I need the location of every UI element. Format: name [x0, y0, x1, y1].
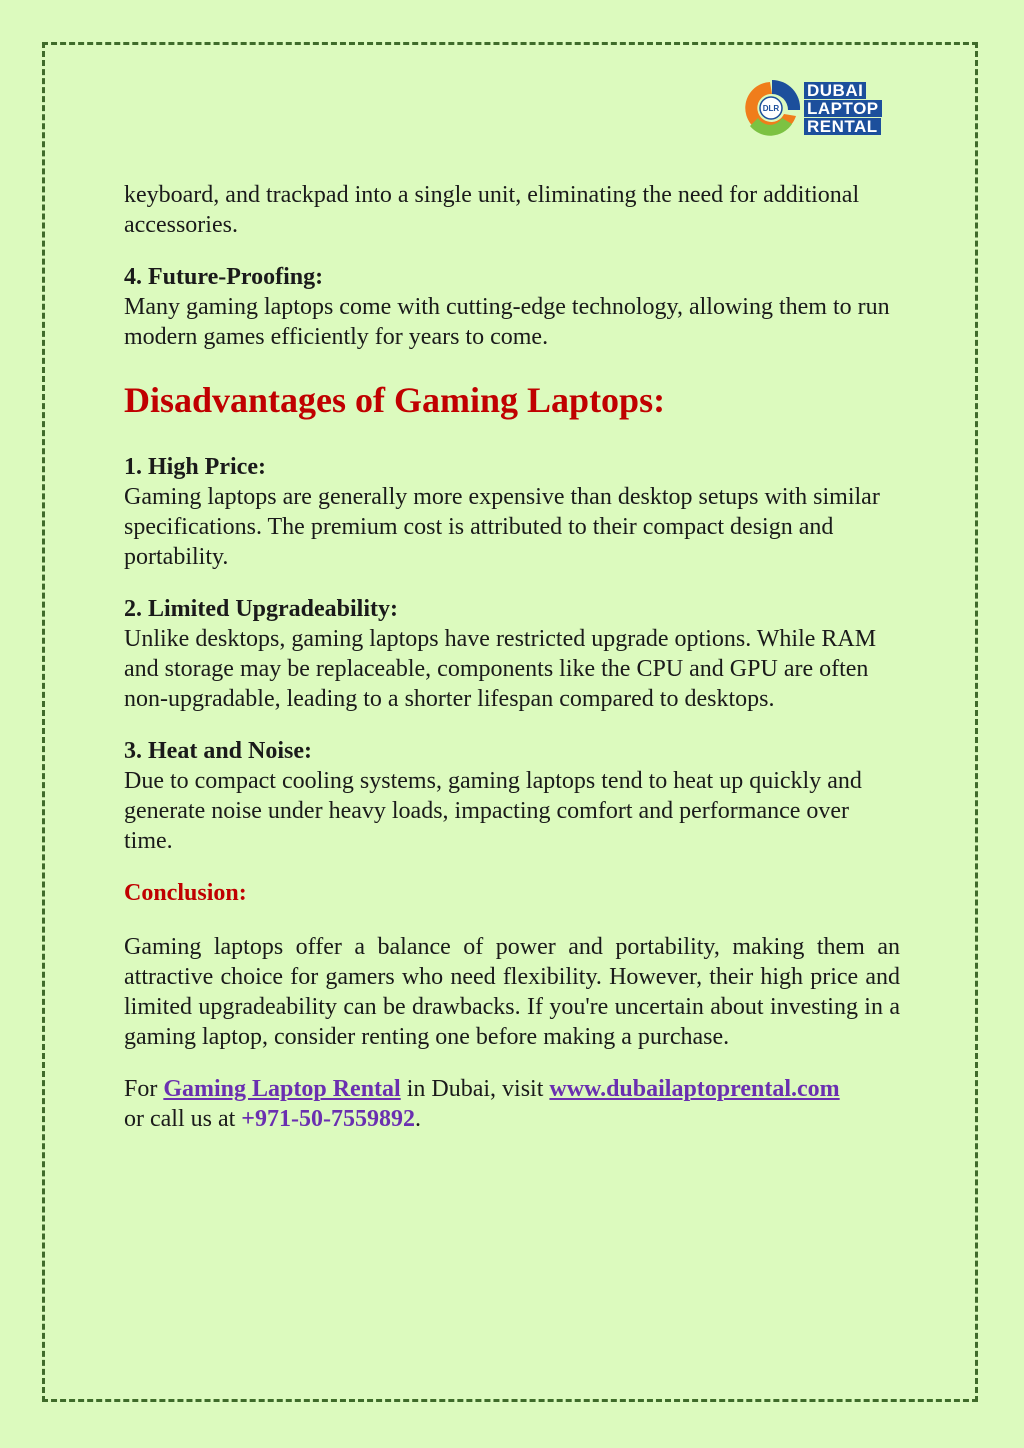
disadvantage-title: 1. High Price: — [124, 454, 266, 480]
disadvantage-text: Gaming laptops are generally more expensive than desktop setups with similar specifications. The premium cost is attributed to their compact design and portability. — [124, 484, 880, 570]
cta-line2-prefix: or call us at — [124, 1106, 242, 1132]
logo-wordmark — [804, 82, 882, 136]
call-to-action — [124, 1074, 900, 1134]
dubai-laptop-rental-logo — [736, 76, 888, 140]
advantage-title: 4. Future-Proofing: — [124, 264, 324, 290]
disadvantage-item — [124, 452, 900, 572]
disadvantages-heading: Disadvantages of Gaming Laptops: — [124, 380, 666, 420]
disadvantage-item — [124, 736, 900, 856]
intro-continuation: keyboard, and trackpad into a single unit, eliminating the need for additional accessories. — [124, 182, 860, 238]
advantage-future-proofing — [124, 262, 900, 352]
website-link[interactable]: www.dubailaptoprental.com — [549, 1076, 840, 1102]
document-body — [124, 180, 900, 1134]
cta-suffix: . — [414, 1106, 421, 1132]
disadvantage-item — [124, 594, 900, 714]
disadvantage-title: 2. Limited Upgradeability: — [124, 596, 398, 622]
cta-prefix: For — [124, 1076, 164, 1102]
logo-initials: DLR — [762, 104, 780, 113]
logo-word-1: DUBAI — [804, 82, 866, 99]
gaming-laptop-rental-link[interactable]: Gaming Laptop Rental — [163, 1076, 401, 1102]
disadvantage-title: 3. Heat and Noise: — [124, 738, 312, 764]
advantage-text: Many gaming laptops come with cutting-edge technology, allowing them to run modern games efficiently for years to come. — [124, 294, 890, 350]
logo-word-2: LAPTOP — [804, 100, 882, 117]
cta-middle: in Dubai, visit — [400, 1076, 550, 1102]
disadvantage-text: Due to compact cooling systems, gaming laptops tend to heat up quickly and generate noise under heavy loads, impacting comfort and performance over time. — [124, 768, 862, 854]
logo-word-3: RENTAL — [804, 118, 881, 135]
conclusion-text: Gaming laptops offer a balance of power and portability, making them an attractive choice for gamers who need flexibility. However, their high price and limited upgradeability can be drawbacks. If you're uncertain about investing in a gaming laptop, consider renting one before making a purchase. — [124, 934, 900, 1050]
conclusion-heading: Conclusion: — [124, 880, 247, 906]
disadvantage-text: Unlike desktops, gaming laptops have restricted upgrade options. While RAM and storage may be replaceable, components like the CPU and GPU are often non-upgradable, leading to a shorter lifespan compared to desktops. — [124, 626, 877, 712]
phone-number[interactable]: +971-50-7559892 — [241, 1106, 415, 1132]
logo-emblem-icon — [736, 76, 806, 140]
